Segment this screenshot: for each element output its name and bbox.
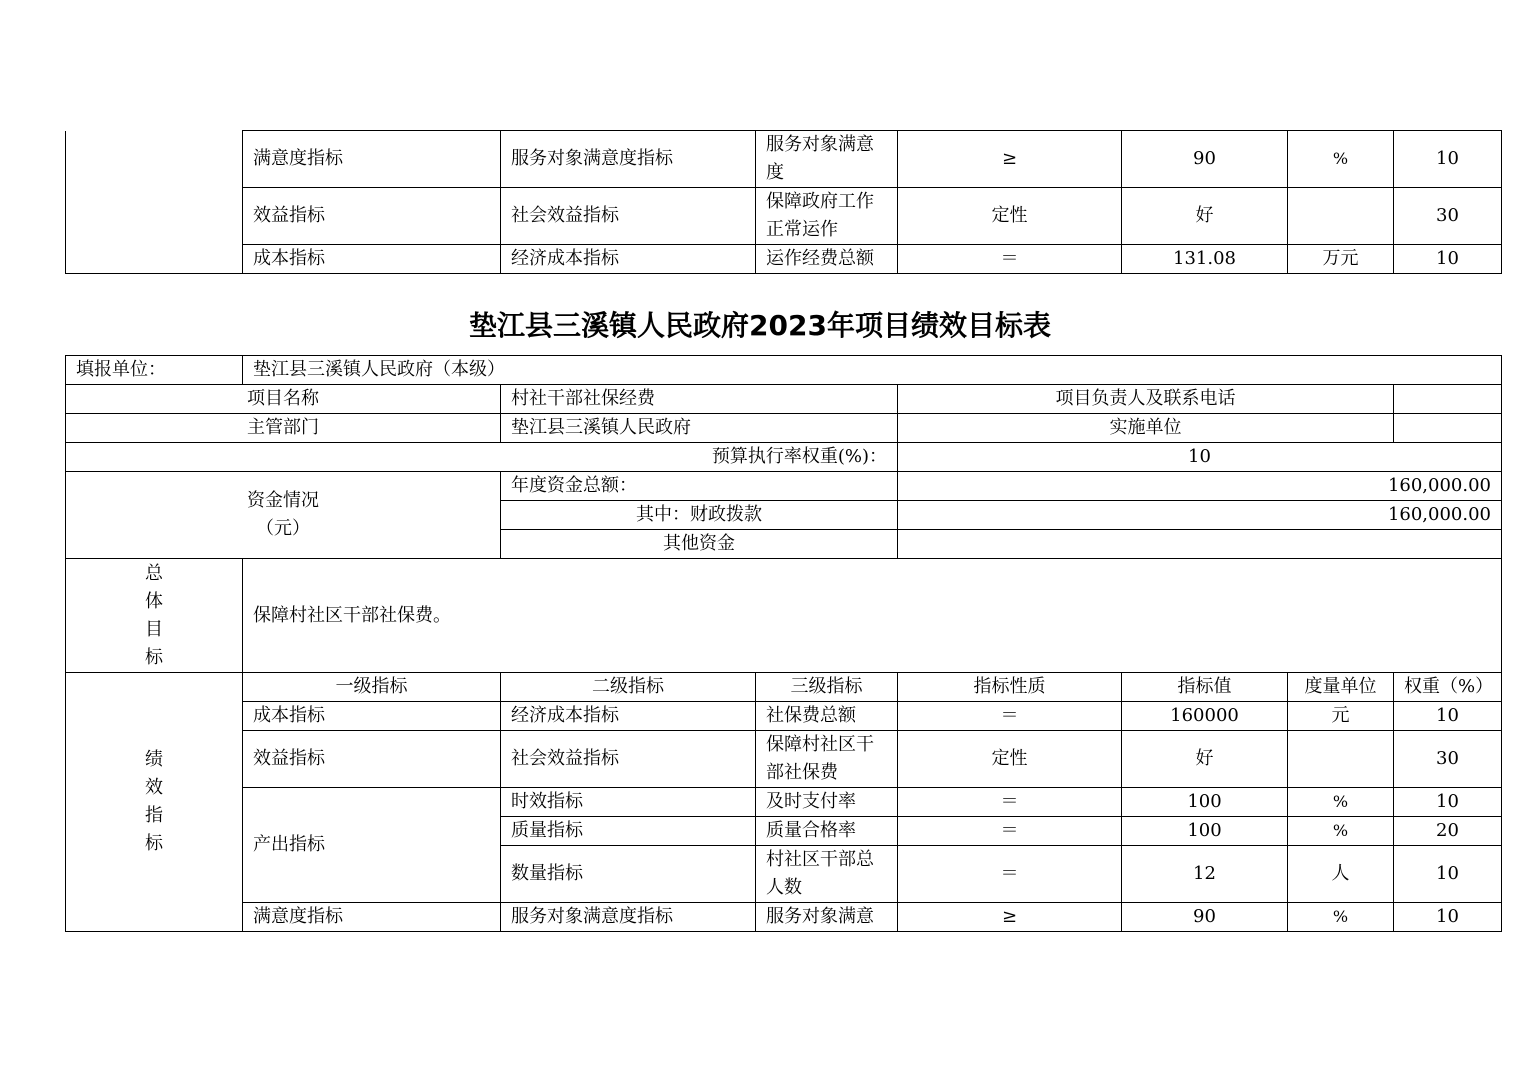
header-value: 指标值 xyxy=(1122,673,1288,702)
weight-cell: 10 xyxy=(1394,846,1502,903)
unit-cell: 人 xyxy=(1288,846,1394,903)
weight-cell: 10 xyxy=(1394,788,1502,817)
level2-cell: 时效指标 xyxy=(501,788,756,817)
previous-table-fragment xyxy=(65,130,1502,274)
level1-cell: 成本指标 xyxy=(243,702,501,731)
weight-cell: 10 xyxy=(1394,245,1502,274)
table-row xyxy=(66,245,1502,274)
level3-cell: 社保费总额 xyxy=(756,702,898,731)
table-row xyxy=(66,903,1502,932)
annual-total-label: 年度资金总额： xyxy=(501,472,898,501)
table-row xyxy=(66,788,1502,817)
fiscal-value: 160,000.00 xyxy=(898,501,1502,530)
goal-label-char: 总 xyxy=(145,562,163,584)
level1-cell: 满意度指标 xyxy=(243,903,501,932)
header-weight: 权重（%） xyxy=(1394,673,1502,702)
goal-label-char: 体 xyxy=(145,590,163,612)
level3-cell: 运作经费总额 xyxy=(756,245,898,274)
funds-row xyxy=(66,472,1502,501)
budget-weight-row xyxy=(66,443,1502,472)
other-label: 其他资金 xyxy=(501,530,898,559)
level3-cell: 及时支付率 xyxy=(756,788,898,817)
level2-cell: 经济成本指标 xyxy=(501,245,756,274)
nature-cell: 定性 xyxy=(898,731,1122,788)
leader-value xyxy=(1394,385,1502,414)
goal-label-char: 目 xyxy=(145,618,163,640)
header-level3: 三级指标 xyxy=(756,673,898,702)
weight-cell: 10 xyxy=(1394,131,1502,188)
nature-cell: ≥ xyxy=(898,131,1122,188)
weight-cell: 30 xyxy=(1394,188,1502,245)
value-cell: 12 xyxy=(1122,846,1288,903)
nature-cell: ＝ xyxy=(898,817,1122,846)
value-cell: 好 xyxy=(1122,731,1288,788)
performance-target-table xyxy=(65,355,1502,932)
page-title: 垫江县三溪镇人民政府2023年项目绩效目标表 xyxy=(469,309,1051,342)
budget-weight-value: 10 xyxy=(898,443,1502,472)
goal-label xyxy=(66,559,243,673)
level1-cell: 产出指标 xyxy=(243,788,501,903)
indicator-header-row xyxy=(66,673,1502,702)
unit-cell: % xyxy=(1288,817,1394,846)
value-cell: 90 xyxy=(1122,903,1288,932)
header-level1: 一级指标 xyxy=(243,673,501,702)
value-cell: 160000 xyxy=(1122,702,1288,731)
fill-unit-value: 垫江县三溪镇人民政府（本级） xyxy=(243,356,1502,385)
goal-value: 保障村社区干部社保费。 xyxy=(243,559,1502,673)
fiscal-label: 其中：财政拨款 xyxy=(501,501,898,530)
header-unit: 度量单位 xyxy=(1288,673,1394,702)
unit-cell xyxy=(1288,731,1394,788)
level1-cell: 效益指标 xyxy=(243,731,501,788)
impl-label: 实施单位 xyxy=(898,414,1394,443)
weight-cell: 20 xyxy=(1394,817,1502,846)
unit-cell xyxy=(1288,188,1394,245)
perf-label xyxy=(66,673,243,932)
unit-cell: % xyxy=(1288,903,1394,932)
level2-cell: 社会效益指标 xyxy=(501,188,756,245)
annual-total-value: 160,000.00 xyxy=(898,472,1502,501)
level3-cell: 保障村社区干部社保费 xyxy=(756,731,898,788)
level2-cell: 社会效益指标 xyxy=(501,731,756,788)
project-name-label: 项目名称 xyxy=(66,385,501,414)
budget-weight-label: 预算执行率权重(%)： xyxy=(66,443,898,472)
level1-cell: 效益指标 xyxy=(243,188,501,245)
table-row xyxy=(66,731,1502,788)
impl-value xyxy=(1394,414,1502,443)
leader-label: 项目负责人及联系电话 xyxy=(898,385,1394,414)
value-cell: 好 xyxy=(1122,188,1288,245)
funds-label xyxy=(66,472,501,559)
perf-label-char: 标 xyxy=(145,833,163,854)
level3-cell: 村社区干部总人数 xyxy=(756,846,898,903)
level3-cell: 质量合格率 xyxy=(756,817,898,846)
level1-cell: 成本指标 xyxy=(243,245,501,274)
unit-cell: % xyxy=(1288,131,1394,188)
unit-cell: % xyxy=(1288,788,1394,817)
level3-cell: 服务对象满意度 xyxy=(756,131,898,188)
unit-cell: 元 xyxy=(1288,702,1394,731)
dept-label: 主管部门 xyxy=(66,414,501,443)
nature-cell: ＝ xyxy=(898,245,1122,274)
project-name-value: 村社干部社保经费 xyxy=(501,385,898,414)
nature-cell: 定性 xyxy=(898,188,1122,245)
goal-row xyxy=(66,559,1502,673)
value-cell: 90 xyxy=(1122,131,1288,188)
table-row xyxy=(66,131,1502,188)
dept-row xyxy=(66,414,1502,443)
perf-label-char: 指 xyxy=(145,805,163,826)
level2-cell: 数量指标 xyxy=(501,846,756,903)
value-cell: 100 xyxy=(1122,817,1288,846)
other-value xyxy=(898,530,1502,559)
value-cell: 100 xyxy=(1122,788,1288,817)
table-row xyxy=(66,702,1502,731)
weight-cell: 30 xyxy=(1394,731,1502,788)
perf-label-char: 绩 xyxy=(145,749,163,770)
fill-unit-label: 填报单位： xyxy=(66,356,243,385)
header-nature: 指标性质 xyxy=(898,673,1122,702)
nature-cell: ＝ xyxy=(898,702,1122,731)
table-row xyxy=(66,188,1502,245)
level3-cell: 服务对象满意 xyxy=(756,903,898,932)
weight-cell: 10 xyxy=(1394,702,1502,731)
header-level2: 二级指标 xyxy=(501,673,756,702)
unit-cell: 万元 xyxy=(1288,245,1394,274)
level2-cell: 服务对象满意度指标 xyxy=(501,903,756,932)
dept-value: 垫江县三溪镇人民政府 xyxy=(501,414,898,443)
funds-label-line2: （元） xyxy=(256,518,310,539)
project-name-row xyxy=(66,385,1502,414)
nature-cell: ＝ xyxy=(898,846,1122,903)
fill-unit-row xyxy=(66,356,1502,385)
level3-cell: 保障政府工作正常运作 xyxy=(756,188,898,245)
empty-cell xyxy=(66,131,243,274)
funds-label-line1: 资金情况 xyxy=(247,490,319,511)
level1-cell: 满意度指标 xyxy=(243,131,501,188)
level2-cell: 质量指标 xyxy=(501,817,756,846)
weight-cell: 10 xyxy=(1394,903,1502,932)
perf-label-char: 效 xyxy=(145,777,163,798)
nature-cell: ≥ xyxy=(898,903,1122,932)
level2-cell: 服务对象满意度指标 xyxy=(501,131,756,188)
goal-label-char: 标 xyxy=(145,646,163,668)
nature-cell: ＝ xyxy=(898,788,1122,817)
level2-cell: 经济成本指标 xyxy=(501,702,756,731)
value-cell: 131.08 xyxy=(1122,245,1288,274)
